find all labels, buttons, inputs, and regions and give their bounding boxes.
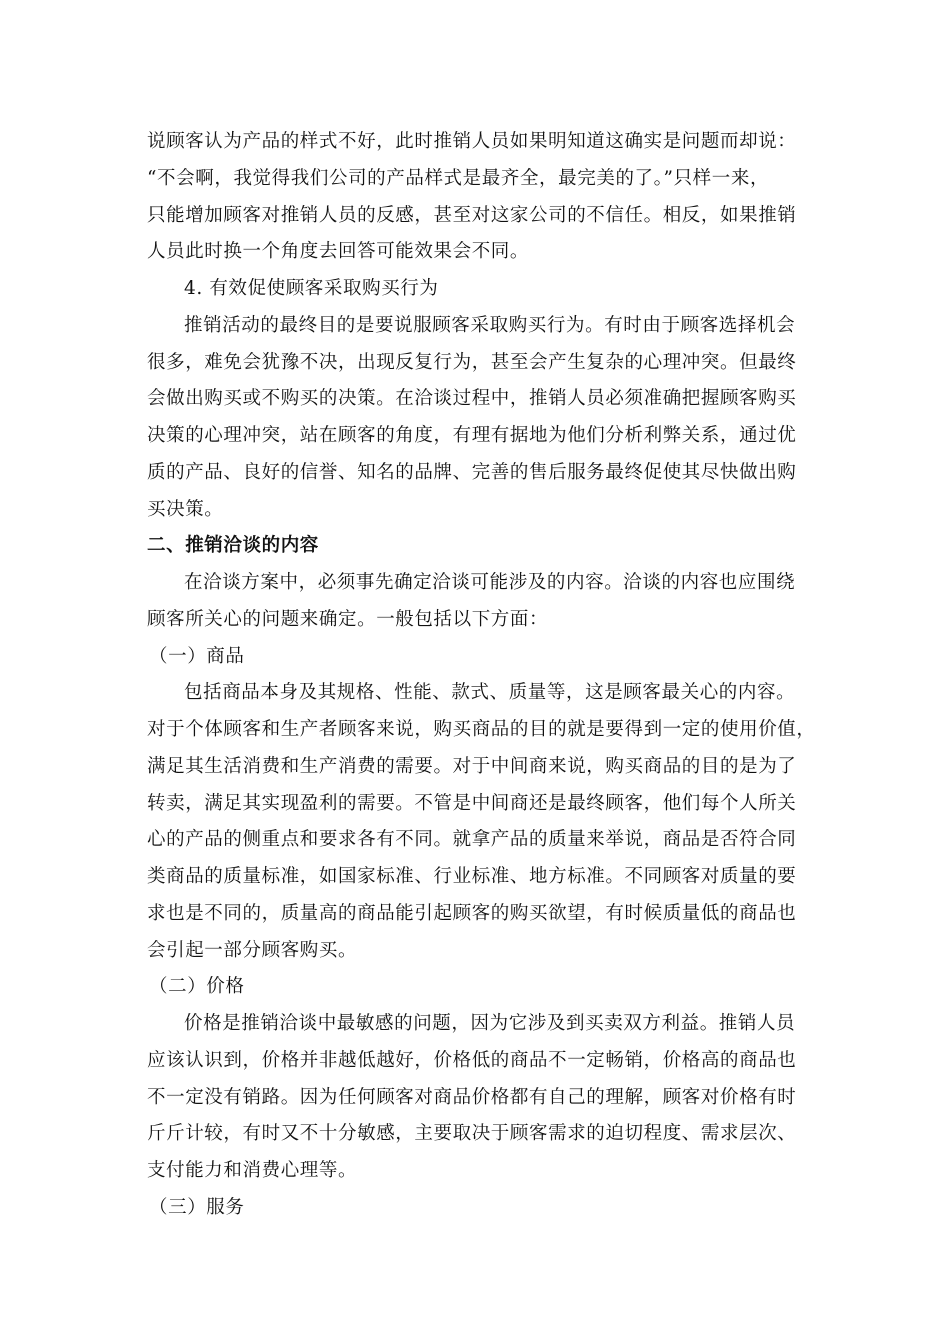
text-line: 类商品的质量标准，如国家标准、行业标准、地方标准。不同顾客对质量的要 xyxy=(147,866,797,887)
text-line: 求也是不同的，质量高的商品能引起顾客的购买欲望，有时候质量低的商品也 xyxy=(147,902,797,924)
text-line: 推销活动的最终目的是要说服顾客采取购买行为。有时由于顾客选择机会 xyxy=(184,314,796,336)
text-line: 应该认识到，价格并非越低越好，价格低的商品不一定畅销，价格高的商品也 xyxy=(147,1049,797,1071)
text-line: 只能增加顾客对推销人员的反感，甚至对这家公司的不信任。相反，如果推销 xyxy=(147,204,797,226)
text-line: “不会啊，我觉得我们公司的产品样式是最齐全，最完美的了。”只样一来， xyxy=(147,167,770,189)
text-line: 斤斤计较，有时又不十分敏感，主要取决于顾客需求的迫切程度、需求层次、 xyxy=(147,1123,797,1145)
text-line: 在洽谈方案中，必须事先确定洽谈可能涉及的内容。洽谈的内容也应围绕 xyxy=(184,572,796,593)
text-line: 会引起一部分顾客购买。 xyxy=(147,939,358,961)
text-line: 包括商品本身及其规格、性能、款式、质量等，这是顾客最关心的内容。 xyxy=(184,682,796,704)
text-line: 支付能力和消费心理等。 xyxy=(147,1160,358,1181)
text-line: 对于个体顾客和生产者顾客来说，购买商品的目的就是要得到一定的使用价值， xyxy=(147,719,816,740)
text-line: 价格是推销洽谈中最敏感的问题，因为它涉及到买卖双方利益。推销人员 xyxy=(184,1013,796,1034)
document-page xyxy=(147,124,827,1227)
text-line: 不一定没有销路。因为任何顾客对商品价格都有自己的理解，顾客对价格有时 xyxy=(147,1086,797,1108)
text-line: 说顾客认为产品的样式不好，此时推销人员如果明知道这确实是问题而却说： xyxy=(147,131,797,152)
section-heading: 二、推销洽谈的内容 xyxy=(147,535,319,557)
text-line: 顾客所关心的问题来确定。一般包括以下方面： xyxy=(147,608,549,630)
text-line: 满足其生活消费和生产消费的需要。对于中间商来说，购买商品的目的是为了 xyxy=(147,755,797,777)
text-line: 决策的心理冲突，站在顾客的角度，有理有据地为他们分析利弊关系，通过优 xyxy=(147,425,797,446)
text-line: 心的产品的侧重点和要求各有不同。就拿产品的质量来举说，商品是否符合同 xyxy=(147,829,797,851)
text-line: 买决策。 xyxy=(147,498,224,520)
subsection-heading: （一）商品 xyxy=(149,645,245,667)
subsection-heading: （二）价格 xyxy=(149,976,245,998)
text-line: 人员此时换一个角度去回答可能效果会不同。 xyxy=(147,241,530,263)
text-line: 会做出购买或不购买的决策。在洽谈过程中，推销人员必须准确把握顾客购买 xyxy=(147,388,797,410)
text-line: 转卖，满足其实现盈利的需要。不管是中间商还是最终顾客，他们每个人所关 xyxy=(147,792,797,814)
text-line: 很多，难免会犹豫不决，出现反复行为，甚至会产生复杂的心理冲突。但最终 xyxy=(147,351,797,373)
section-subtitle: 4. 有效促使顾客采取购买行为 xyxy=(184,278,439,299)
text-line: 质的产品、良好的信誉、知名的品牌、完善的售后服务最终促使其尽快做出购 xyxy=(147,461,797,483)
subsection-heading: （三）服务 xyxy=(149,1196,245,1218)
